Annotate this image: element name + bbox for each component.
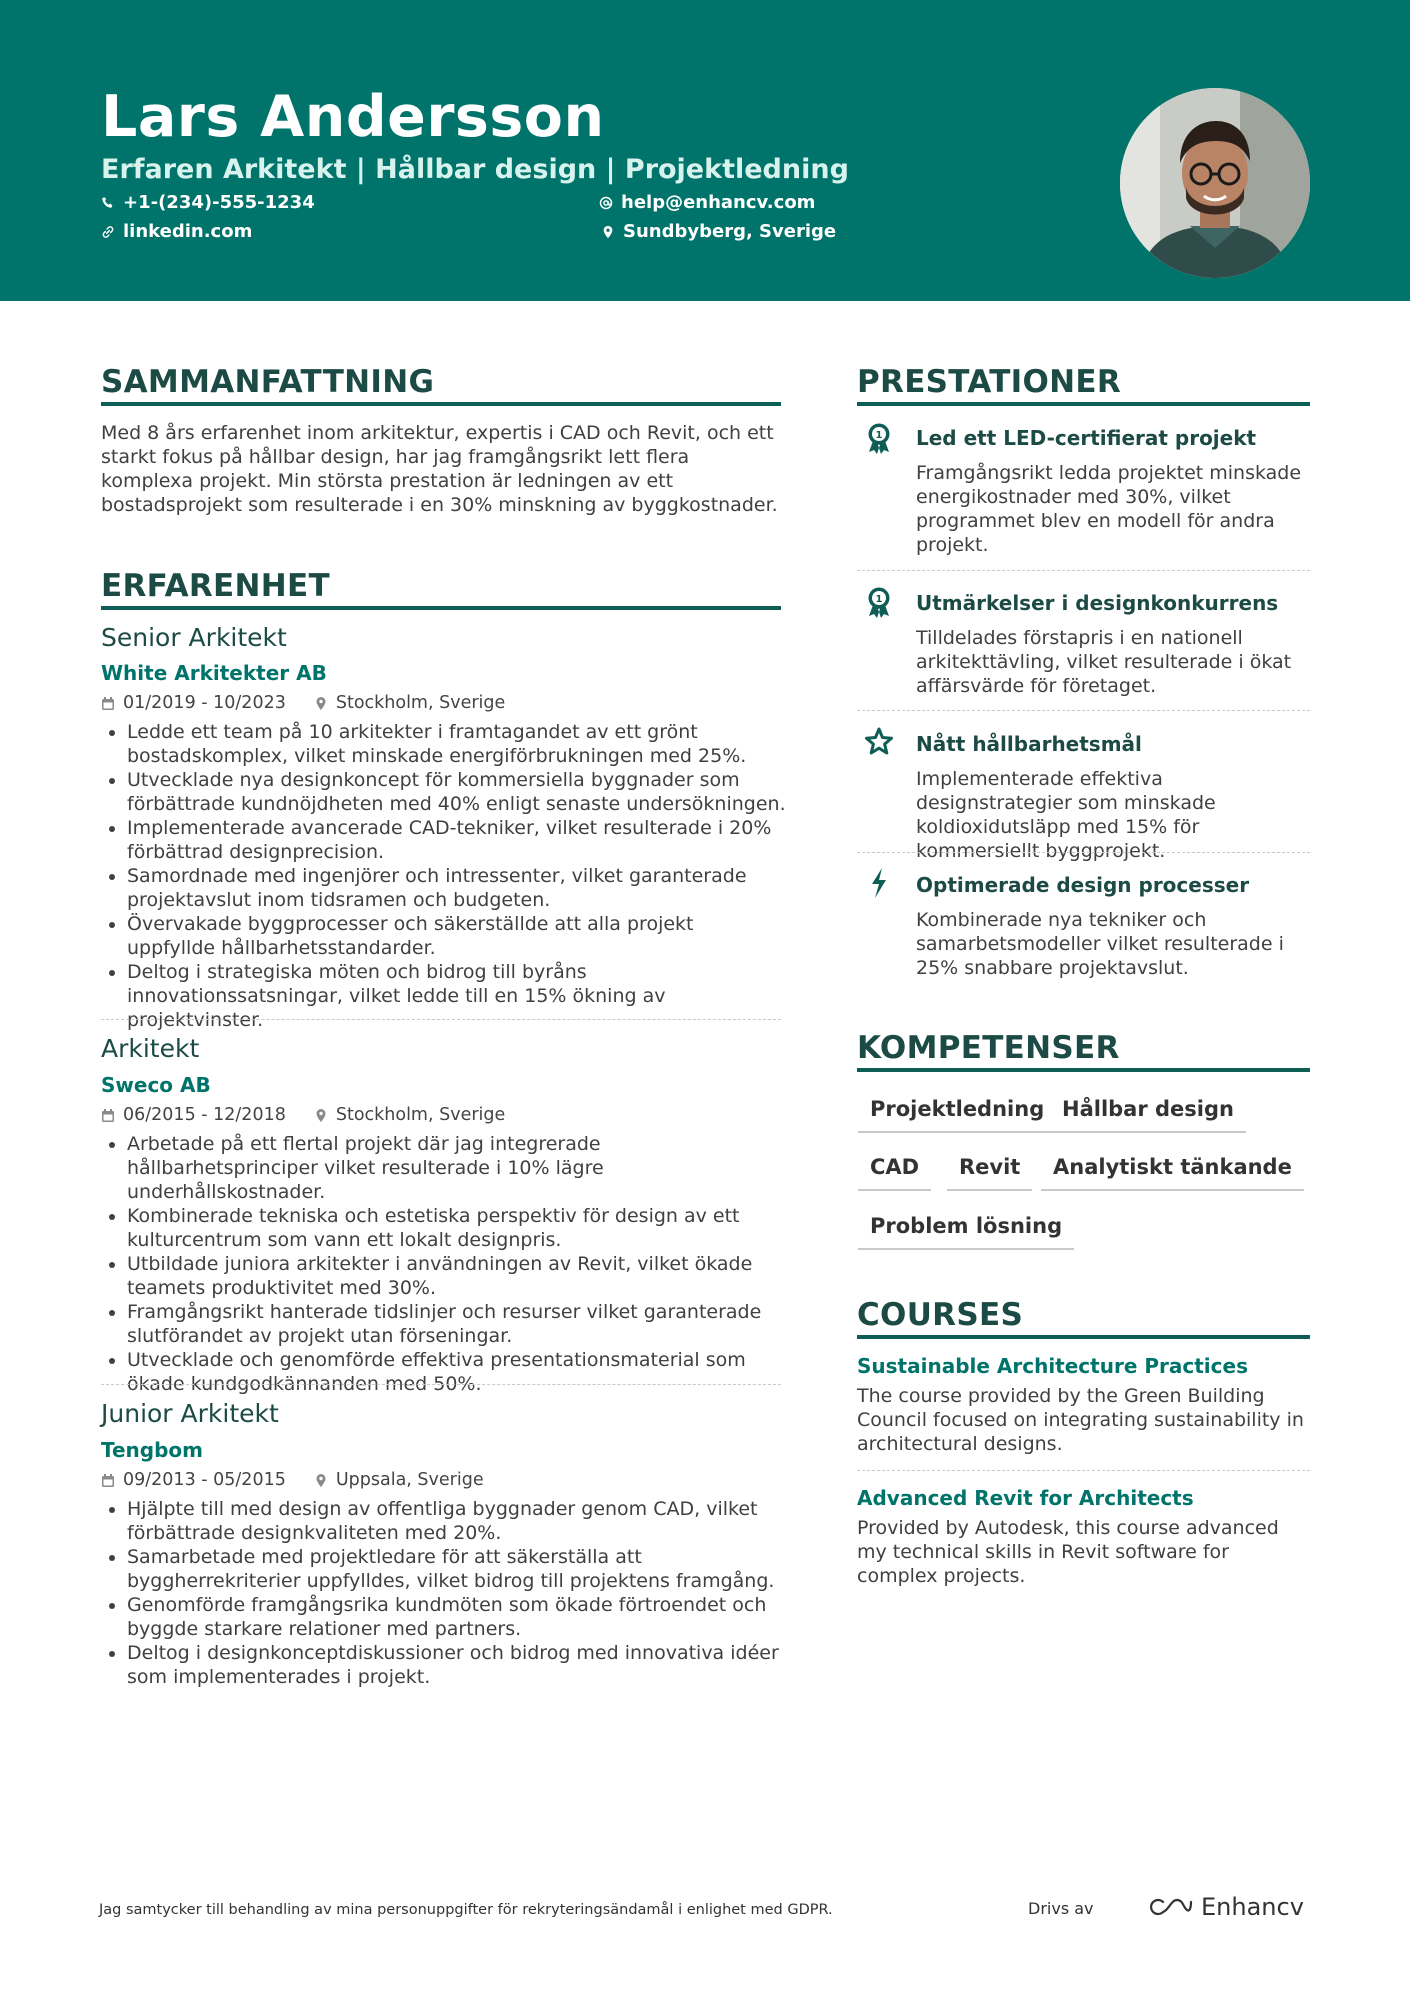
enhancv-logo-icon (1147, 1895, 1193, 1919)
company-name: Sweco AB (101, 1073, 211, 1097)
skills-heading: KOMPETENSER (857, 1030, 1120, 1066)
bullet-item: • Framgångsrikt hanterade tidslinjer och resurser vilket garanterade slutförandet av projekt utan förseningar. (127, 1300, 787, 1348)
location-pin-icon (314, 1473, 328, 1488)
achievement-text: Implementerade effektiva designstrategier som minskade koldioxidutsläpp med 15% för kommersiellt byggprojekt. (916, 768, 1216, 862)
course-title: Advanced Revit for Architects (857, 1486, 1194, 1510)
bullet-item: • Ledde ett team på 10 arkitekter i framtagandet av ett grönt bostadskomplex, vilket minskade energiförbrukningen med 25%. (127, 720, 787, 768)
candidate-name: Lars Andersson (101, 84, 605, 150)
enhancv-logo[interactable] (1147, 1893, 1304, 1921)
profile-photo (1120, 88, 1310, 278)
job-dates: 09/2013 - 05/2015 (123, 1470, 286, 1490)
contact-linkedin[interactable] (101, 220, 252, 244)
skills-rule (857, 1068, 1310, 1072)
skill-tag: Hållbar design (1050, 1095, 1246, 1133)
bullet-item: • Utvecklade nya designkoncept för kommersiella byggnader som förbättrade kundnöjdheten med 40% enligt senaste undersökningen. (127, 768, 787, 816)
calendar-icon (101, 1108, 115, 1123)
courses-heading: COURSES (857, 1297, 1024, 1333)
calendar-icon (101, 1473, 115, 1488)
courses-rule (857, 1335, 1310, 1339)
email-text: help@enhancv.com (621, 192, 816, 213)
skill-tag: CAD (858, 1153, 931, 1191)
summary-rule (101, 402, 781, 406)
bullet-item: • Deltog i strategiska möten och bidrog till byråns innovationssatsningar, vilket ledde till en 15% ökning av projektvinster. (127, 960, 787, 1032)
job-location: Stockholm, Sverige (335, 1105, 506, 1125)
achievement-title: Led ett LED-certifierat projekt (916, 426, 1257, 450)
experience-heading: ERFARENHET (101, 568, 330, 604)
skill-tag: Revit (947, 1153, 1032, 1191)
contact-location (601, 220, 836, 244)
bullet-item: • Hjälpte till med design av offentliga byggnader genom CAD, vilket förbättrade designkvaliteten med 20%. (127, 1497, 787, 1545)
bullet-item: • Arbetade på ett flertal projekt där jag integrerade hållbarhetsprinciper vilket resulterade i 10% lägre underhållskostnader. (127, 1132, 787, 1204)
course-text: Provided by Autodesk, this course advanced my technical skills in Revit software for complex projects. (857, 1517, 1279, 1587)
achievement-text: Tilldelades förstapris i en nationell arkitekttävling, vilket resulterade i ökat affärsvärde för företaget. (916, 627, 1292, 697)
job-meta (101, 1468, 484, 1492)
achievements-heading: PRESTATIONER (857, 364, 1122, 400)
summary-text: Med 8 års erfarenhet inom arkitektur, expertis i CAD och Revit, och ett starkt fokus på hållbar design, har jag framgångsrikt lett flera komplexa projekt. Min största prestation är ledningen av ett bostadsprojekt som resulterade i en 30% minskning av byggkostnader. (101, 422, 778, 516)
achievement-divider (857, 570, 1310, 571)
achievements-rule (857, 402, 1310, 406)
at-icon (599, 196, 613, 210)
job-title: Arkitekt (101, 1034, 200, 1063)
job-title: Senior Arkitekt (101, 623, 287, 652)
location-text: Sundbyberg, Sverige (623, 221, 837, 242)
job-divider (101, 1019, 781, 1020)
bullet-item: • Samordnade med ingenjörer och intressenter, vilket garanterade projektavslut inom tidsramen och budgeten. (127, 864, 787, 912)
svg-text:1: 1 (875, 594, 883, 605)
skill-tag: Projektledning (858, 1095, 1056, 1133)
course-divider (857, 1470, 1310, 1471)
skill-tag: Problem lösning (858, 1212, 1074, 1250)
location-pin-icon (314, 696, 328, 711)
achievement-divider (857, 852, 1310, 853)
job-meta (101, 1103, 505, 1127)
course-text: The course provided by the Green Building Council focused on integrating sustainability in architectural designs. (857, 1385, 1304, 1455)
course-title: Sustainable Architecture Practices (857, 1354, 1248, 1378)
experience-rule (101, 606, 781, 610)
gdpr-consent: Jag samtycker till behandling av mina personuppgifter för rekryteringsändamål i enlighet med GDPR. (99, 1902, 833, 1918)
linkedin-text: linkedin.com (123, 221, 253, 242)
summary-heading: SAMMANFATTNING (101, 364, 435, 400)
bullet-item: • Implementerade avancerade CAD-tekniker, vilket resulterade i 20% förbättrad designprecision. (127, 816, 787, 864)
bullet-item: • Kombinerade tekniska och estetiska perspektiv för design av ett kulturcentrum som vann ett lokalt designpris. (127, 1204, 787, 1252)
phone-text: +1-(234)-555-1234 (123, 192, 315, 213)
company-name: Tengbom (101, 1438, 204, 1462)
job-location: Uppsala, Sverige (335, 1470, 484, 1490)
achievement-text: Framgångsrikt ledda projektet minskade energikostnader med 30%, vilket programmet blev en modell för andra projekt. (916, 462, 1302, 556)
profile-portrait-icon (1120, 88, 1310, 278)
location-pin-icon (601, 225, 615, 239)
company-name: White Arkitekter AB (101, 661, 327, 685)
bullet-item: • Samarbetade med projektledare för att säkerställa att byggherrekriterier uppfylldes, vilket bidrog till projektens framgång. (127, 1545, 787, 1593)
job-bullets (101, 1497, 787, 1689)
award-ribbon-icon (864, 422, 894, 456)
bullet-item: • Genomförde framgångsrika kundmöten som ökade förtroendet och byggde starkare relationer med partners. (127, 1593, 787, 1641)
link-icon (101, 225, 115, 239)
award-ribbon-icon (864, 586, 894, 620)
job-dates: 01/2019 - 10/2023 (123, 693, 286, 713)
bullet-item: • Utbildade juniora arkitekter i användningen av Revit, vilket ökade teamets produktivitet med 30%. (127, 1252, 787, 1300)
lightning-icon (864, 866, 894, 900)
achievement-divider (857, 710, 1310, 711)
job-bullets (101, 720, 787, 1032)
job-dates: 06/2015 - 12/2018 (123, 1105, 286, 1125)
job-meta (101, 691, 505, 715)
calendar-icon (101, 696, 115, 711)
location-pin-icon (314, 1108, 328, 1123)
achievement-title: Optimerade design processer (916, 873, 1250, 897)
skill-tag: Analytiskt tänkande (1041, 1153, 1304, 1191)
contact-email[interactable] (599, 191, 815, 215)
bullet-item: • Övervakade byggprocesser och säkerställde att alla projekt uppfyllde hållbarhetsstandarder. (127, 912, 787, 960)
job-divider (101, 1384, 781, 1385)
job-location: Stockholm, Sverige (335, 693, 506, 713)
phone-icon (101, 196, 115, 210)
job-title: Junior Arkitekt (101, 1399, 279, 1428)
job-bullets (101, 1132, 787, 1396)
bullet-item: • Deltog i designkonceptdiskussioner och bidrog med innovativa idéer som implementerades i projekt. (127, 1641, 787, 1689)
achievement-title: Nått hållbarhetsmål (916, 732, 1142, 756)
contact-phone[interactable] (101, 191, 315, 215)
bullet-item: • Utvecklade och genomförde effektiva presentationsmaterial som ökade kundgodkännanden med 50%. (127, 1348, 787, 1396)
headline: Erfaren Arkitekt | Hållbar design | Projektledning (101, 154, 849, 185)
header-banner (0, 0, 1410, 301)
svg-text:1: 1 (875, 430, 883, 441)
star-icon (864, 726, 894, 760)
enhancv-brand: Enhancv (1201, 1893, 1304, 1921)
achievement-text: Kombinerade nya tekniker och samarbetsmodeller vilket resulterade i 25% snabbare projektavslut. (916, 909, 1284, 979)
achievement-title: Utmärkelser i designkonkurrens (916, 591, 1279, 615)
powered-by: Drivs av (1028, 1899, 1094, 1918)
